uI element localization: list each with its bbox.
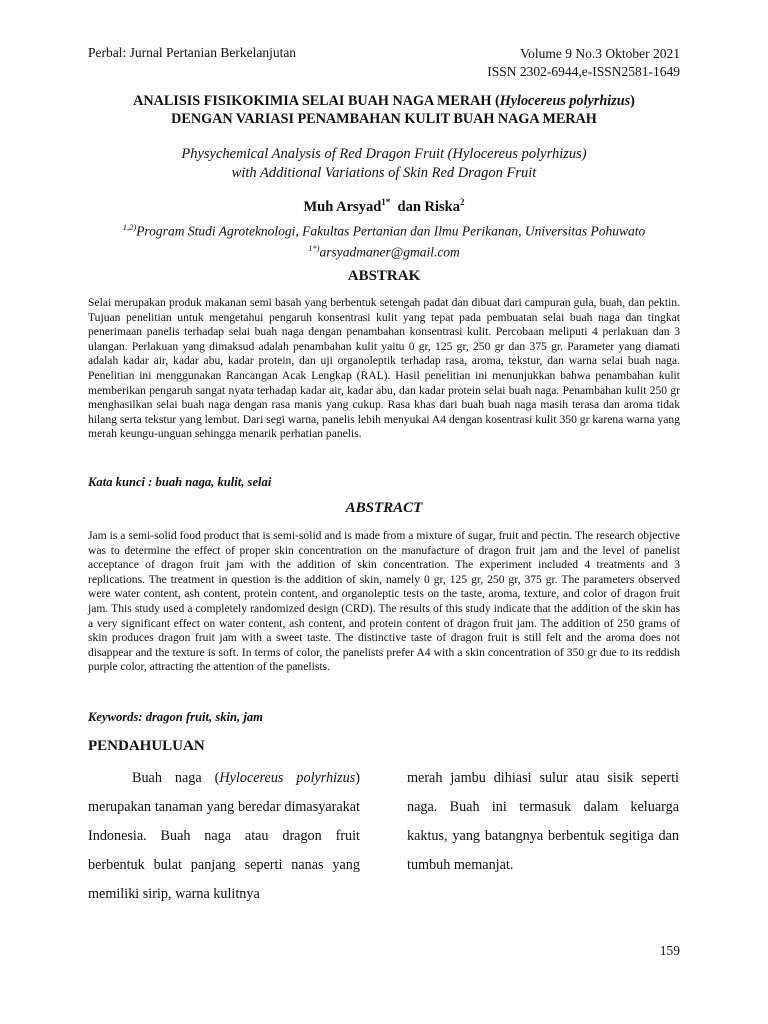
abstract-body: Jam is a semi-solid food product that is semi-solid and is made from a mixture of sugar, fruit and pectin. The research objective was to determine the effect of proper skin concentration on the manufacture of dragon fruit jam and the level of panelist acceptance of dragon fruit jam with the addition of skin concentration. The experiment included 4 treatments and 3 replications. The treatment in question is the addition of skin, namely 0 gr, 125 gr, 250 gr, 375 gr. The parameters observed were water content, ash content, protein content, and organoleptic tests on the taste, aroma, texture, and color of dragon fruit jam. This study used a completely randomized design (CRD). The results of this study indicate that the addition of the skin has a very significant effect on water content, ash content, and protein content of dragon fruit jam. The addition of 250 grams of skin produces dragon fruit jam with a sweet taste. The distinctive taste of dragon fruit is still felt and the aroma does not disappear and the texture is soft. In terms of color, the panelists prefer A4 with a skin concentration of 350 gr due to its reddish purple color, attracting the attention of the panelists. <box>88 529 680 674</box>
title-line-2: DENGAN VARIASI PENAMBAHAN KULIT BUAH NAGA MERAH <box>171 111 597 127</box>
author-2: dan Riska <box>397 198 460 215</box>
author-email: arsyadmaner@gmail.com <box>319 244 460 259</box>
title-species: Hylocereus polyrhizus <box>499 93 631 109</box>
intro-column-left <box>88 764 360 909</box>
intro-paragraph-continued: merah jambu dihiasi sulur atau sisik seperti naga. Buah ini termasuk dalam keluarga kaktus, yang batangnya berbentuk segitiga dan tumbuh memanjat. <box>407 770 679 873</box>
intro-paragraph: Buah naga (Hylocereus polyrhizus) merupakan tanaman yang beredar dimasyarakat Indonesia. Buah naga atau dragon fruit berbentuk bulat panjang seperti nanas yang memiliki sirip, warna kulitnya <box>88 770 360 902</box>
english-title <box>88 145 680 183</box>
kata-kunci: Kata kunci : buah naga, kulit, selai <box>88 475 272 489</box>
affiliation-line: $^{1,2)}$Program Studi Agroteknologi, Fakultas Pertanian dan Ilmu Perikanan, Universitas Pohuwato <box>122 222 646 239</box>
author-line: Muh Arsyad$^{1*}$ dan Riska$^2$ <box>303 197 465 215</box>
page-number: 159 <box>659 943 680 958</box>
intro-species: Hylocereus polyrhizus <box>219 770 356 786</box>
email-line: $^{1*)}$arsyadmaner@gmail.com <box>308 242 460 259</box>
pendahuluan-heading: PENDAHULUAN <box>88 738 205 754</box>
abstrak-heading: ABSTRAK <box>347 268 421 284</box>
english-title-line-1: Physychemical Analysis of Red Dragon Fruit (Hylocereus polyrhizus) <box>181 146 587 162</box>
journal-name: Perbal: Jurnal Pertanian Berkelanjutan <box>88 45 297 60</box>
author-1: Muh Arsyad <box>303 198 382 215</box>
intro-column-right <box>407 764 679 880</box>
volume-info: Volume 9 No.3 Oktober 2021 <box>520 46 680 61</box>
title-line-1: ANALISIS FISIKOKIMIA SELAI BUAH NAGA MERAH (Hylocereus polyrhizus) <box>133 93 635 109</box>
abstract-heading: ABSTRACT <box>345 500 423 516</box>
issue-info <box>487 45 680 81</box>
abstrak-body: Selai merupakan produk makanan semi basah yang berbentuk setengah padat dan dibuat dari campuran gula, buah, dan pektin. Tujuan penelitian untuk mengetahui pengaruh konsentrasi kulit yang tepat pada pembuatan selai buah naga dan tingkat penerimaan panelis terhadap selai buah naga dengan penambahan konsentrasi kulit. Percobaan meliputi 4 perlakuan dan 3 ulangan. Perlakuan yang dimaksud adalah penambahan kulit yaitu 0 gr, 125 gr, 250 gr dan 375 gr. Parameter yang diamati adalah kadar air, kadar abu, kadar protein, dan uji organoleptik terhadap rasa, aroma, tekstur, dan warna selai buah naga. Penelitian ini menggunakan Rancangan Acak Lengkap (RAL). Hasil penelitian ini menunjukkan bahwa penambahan kulit memberikan pengaruh sangat nyata terhadap kadar air, kadar abu, dan kadar protein selai buah naga. Penambahan kulit 250 gr menghasilkan selai buah naga dengan rasa manis yang cukup. Rasa khas dari buah buah naga masih terasa dan aroma tidak hilang serta tekstur yang lembut. Dari segi warna, panelis lebih menyukai A4 dengan kosentrasi kulit 350 gr karena warna yang merah keungu-unguan sehingga menarik perhatian panelis. <box>88 296 680 441</box>
keywords: Keywords: dragon fruit, skin, jam <box>88 710 263 724</box>
english-title-line-2: with Additional Variations of Skin Red Dragon Fruit <box>231 165 537 181</box>
issn-info: ISSN 2302-6944,e-ISSN2581-1649 <box>487 64 680 79</box>
affiliation <box>88 219 680 260</box>
paper-title <box>88 92 680 128</box>
